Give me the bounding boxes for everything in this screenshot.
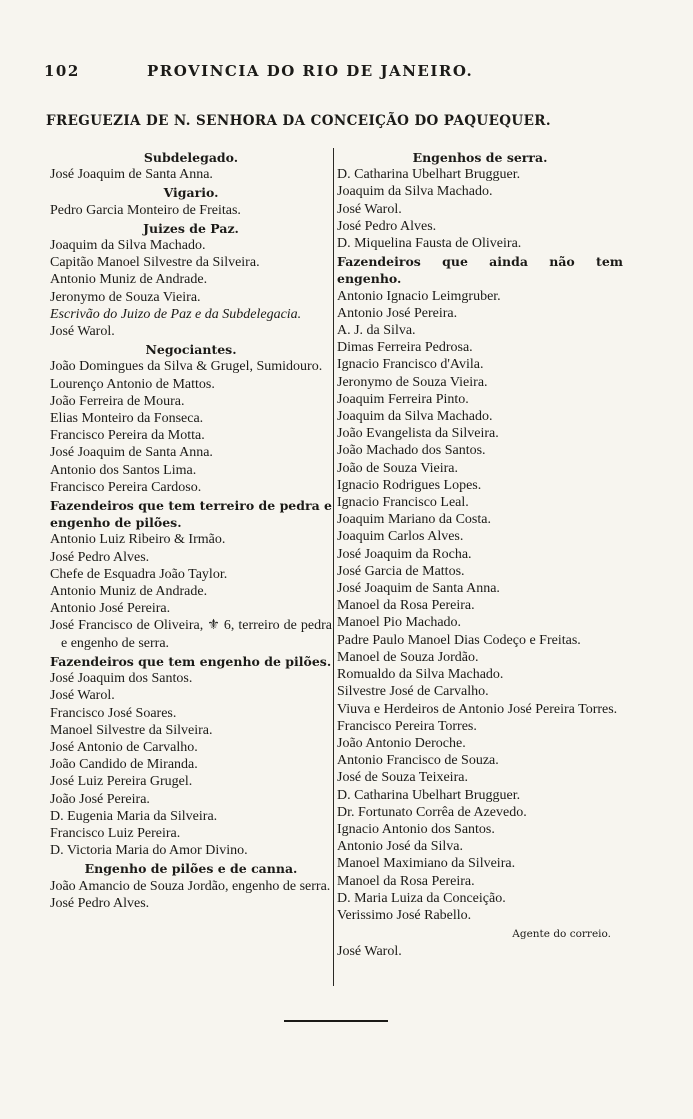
list-item: Dimas Ferreira Pedrosa.: [337, 340, 473, 356]
list-item: Antonio Francisco de Souza.: [337, 753, 499, 769]
list-item: Jeronymo de Souza Vieira.: [50, 289, 201, 305]
list-item: Ignacio Francisco Leal.: [337, 495, 469, 511]
list-item: José Warol.: [50, 688, 115, 704]
list-item: João Amancio de Souza Jordão, engenho de serra.: [50, 878, 331, 894]
list-item: José Warol.: [337, 944, 402, 960]
list-item: José Joaquim de Santa Anna.: [337, 581, 500, 597]
list-item: Antonio José da Silva.: [337, 839, 463, 855]
list-item: Silvestre José de Carvalho.: [337, 684, 489, 700]
list-item: Ignacio Rodrigues Lopes.: [337, 477, 482, 493]
list-item: Joaquim da Silva Machado.: [337, 184, 493, 200]
list-item: João de Souza Vieira.: [337, 460, 458, 476]
running-title: PROVINCIA DO RIO DE JANEIRO.: [147, 62, 474, 80]
office-title: Escrivão do Juizo de Paz e da Subdelegacia.: [50, 306, 302, 322]
list-item: D. Victoria Maria do Amor Divino.: [50, 843, 248, 859]
list-item: D. Miquelina Fausta de Oliveira.: [337, 236, 522, 252]
list-item: José Warol.: [337, 201, 402, 217]
list-item: Chefe de Esquadra João Taylor.: [50, 566, 228, 582]
list-item: Manoel da Rosa Pereira.: [337, 598, 475, 614]
list-item: Viuva e Herdeiros de Antonio José Pereira Torres.: [337, 701, 618, 717]
list-item: Joaquim Carlos Alves.: [337, 529, 464, 545]
left-column: [50, 148, 332, 912]
parish-title: FREGUEZIA DE N. SENHORA DA CONCEIÇÃO DO PAQUEQUER.: [46, 113, 552, 129]
list-item: José Warol.: [50, 324, 115, 340]
list-item: Antonio dos Santos Lima.: [50, 462, 197, 478]
list-item: José Joaquim de Santa Anna.: [50, 167, 213, 183]
list-item: José Antonio de Carvalho.: [50, 739, 198, 755]
list-item: José Garcia de Mattos.: [337, 563, 465, 579]
list-item: Antonio Muniz de Andrade.: [50, 584, 208, 600]
list-item: Manoel da Rosa Pereira.: [337, 873, 475, 889]
list-item: José Joaquim dos Santos.: [50, 671, 193, 687]
list-item: Ignacio Francisco d'Avila.: [337, 357, 484, 373]
section-heading: Fazendeiros que tem terreiro de pedra e engenho de pilões.: [50, 498, 332, 531]
list-item: Joaquim da Silva Machado.: [50, 238, 206, 254]
list-item: João Domingues da Silva & Grugel, Sumidouro.: [50, 359, 323, 375]
list-item: D. Catharina Ubelhart Brugguer.: [337, 167, 521, 183]
list-item: José Francisco de Oliveira, ⚜ 6, terreiro de pedra e engenho de serra.: [50, 618, 332, 651]
list-item: João Antonio Deroche.: [337, 735, 466, 751]
list-item: José de Souza Teixeira.: [337, 770, 468, 786]
list-item: José Joaquim de Santa Anna.: [50, 445, 213, 461]
list-item: Pedro Garcia Monteiro de Freitas.: [50, 202, 241, 218]
list-item: A. J. da Silva.: [337, 323, 416, 339]
section-heading: Engenho de pilões e de canna.: [84, 861, 298, 877]
list-item: Joaquim Mariano da Costa.: [337, 512, 491, 528]
page-header: [44, 62, 644, 84]
list-item: Joaquim da Silva Machado.: [337, 409, 493, 425]
page-number: 102: [44, 62, 80, 80]
list-item: Capitão Manoel Silvestre da Silveira.: [50, 255, 260, 271]
list-item: Jeronymo de Souza Vieira.: [337, 374, 488, 390]
list-item: Ignacio Antonio dos Santos.: [337, 821, 495, 837]
section-heading: Fazendeiros que ainda não tem engenho.: [337, 254, 623, 287]
list-item: José Luiz Pereira Grugel.: [50, 774, 193, 790]
list-item: D. Eugenia Maria da Silveira.: [50, 808, 218, 824]
list-item: João Ferreira de Moura.: [50, 393, 185, 409]
list-item: Manoel Silvestre da Silveira.: [50, 722, 213, 738]
list-item: Dr. Fortunato Corrêa de Azevedo.: [337, 804, 527, 820]
right-column: [337, 148, 623, 961]
list-item: D. Catharina Ubelhart Brugguer.: [337, 787, 521, 803]
list-item: Manoel Pio Machado.: [337, 615, 462, 631]
list-item: Padre Paulo Manoel Dias Codeço e Freitas.: [337, 632, 581, 648]
section-heading: Fazendeiros que tem engenho de pilões.: [50, 653, 332, 669]
list-item: João José Pereira.: [50, 791, 150, 807]
list-item: Francisco Pereira Torres.: [337, 718, 477, 734]
list-item: João Machado dos Santos.: [337, 443, 486, 459]
list-item: Manoel Maximiano da Silveira.: [337, 856, 516, 872]
list-item: João Candido de Miranda.: [50, 757, 198, 773]
list-item: D. Maria Luiza da Conceição.: [337, 890, 506, 906]
list-item: Antonio Muniz de Andrade.: [50, 272, 208, 288]
list-item: Lourenço Antonio de Mattos.: [50, 376, 215, 392]
list-item: Antonio Ignacio Leimgruber.: [337, 288, 501, 304]
list-item: Francisco José Soares.: [50, 705, 177, 721]
list-item: Joaquim Ferreira Pinto.: [337, 391, 469, 407]
list-item: Antonio José Pereira.: [50, 601, 171, 617]
list-item: José Joaquim da Rocha.: [337, 546, 472, 562]
list-item: Verissimo José Rabello.: [337, 907, 472, 923]
section-heading: Vigario.: [163, 185, 219, 201]
section-heading: Engenhos de serra.: [412, 150, 548, 165]
list-item: José Pedro Alves.: [50, 549, 150, 565]
list-item: José Pedro Alves.: [337, 218, 437, 234]
list-item: Antonio Luiz Ribeiro & Irmão.: [50, 532, 226, 548]
section-heading: Juizes de Paz.: [143, 220, 239, 236]
section-heading: Negociantes.: [145, 342, 237, 358]
list-item: João Evangelista da Silveira.: [337, 426, 499, 442]
list-item: José Pedro Alves.: [50, 895, 150, 911]
column-divider: [333, 148, 334, 986]
list-item: Elias Monteiro da Fonseca.: [50, 411, 204, 427]
list-item: Antonio José Pereira.: [337, 305, 458, 321]
list-item: Romualdo da Silva Machado.: [337, 667, 504, 683]
bottom-rule: [284, 1020, 388, 1022]
list-item: Francisco Pereira da Motta.: [50, 428, 205, 444]
list-item: Francisco Luiz Pereira.: [50, 825, 181, 841]
list-item: Francisco Pereira Cardoso.: [50, 479, 202, 495]
section-heading: Subdelegado.: [143, 150, 239, 165]
list-item: Manoel de Souza Jordão.: [337, 649, 479, 665]
section-heading: Agente do correio.: [512, 928, 611, 941]
